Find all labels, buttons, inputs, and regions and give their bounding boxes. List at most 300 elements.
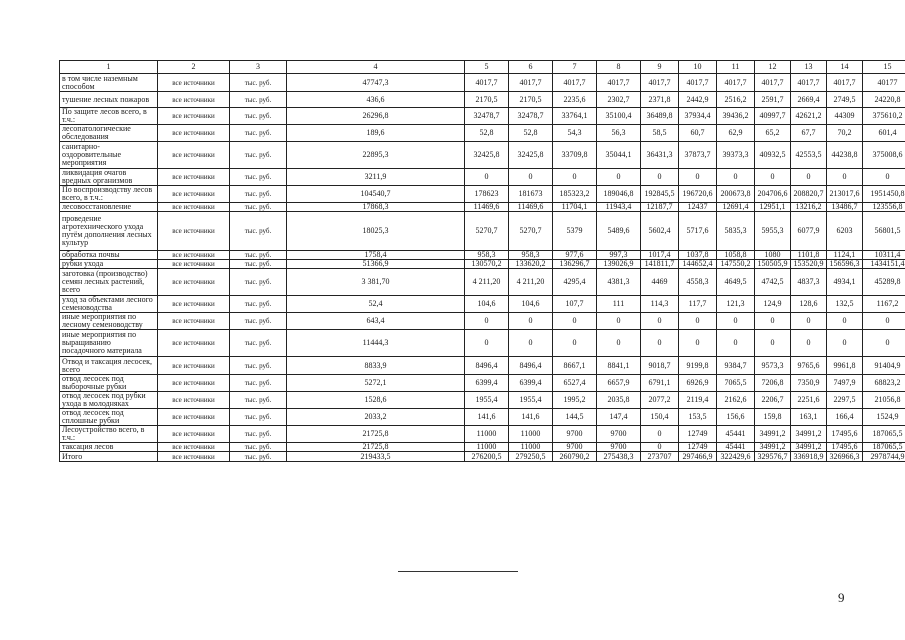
row-label: заготовка (производство) семян лесных растений, всего [60, 269, 158, 296]
header-cell: 4 [287, 61, 465, 74]
value-cell: 3211,9 [287, 169, 465, 186]
value-cell: 91404,9 [863, 357, 905, 375]
value-cell: 54,3 [553, 125, 597, 142]
value-cell: 4742,5 [755, 269, 791, 296]
row-source: все источники [158, 375, 230, 392]
header-cell: 3 [230, 61, 287, 74]
value-cell: 1951450,8 [863, 186, 905, 203]
value-cell: 0 [827, 169, 863, 186]
table-row [60, 92, 905, 108]
row-unit: тыс. руб. [230, 260, 287, 269]
value-cell: 1528,6 [287, 392, 465, 409]
value-cell: 124,9 [755, 296, 791, 313]
row-label: отвод лесосек под рубки ухода в молодняках [60, 392, 158, 409]
value-cell: 178623 [465, 186, 509, 203]
header-cell: 6 [509, 61, 553, 74]
row-unit: тыс. руб. [230, 169, 287, 186]
value-cell: 643,4 [287, 313, 465, 330]
value-cell: 2591,7 [755, 92, 791, 108]
value-cell: 163,1 [791, 409, 827, 426]
row-unit: тыс. руб. [230, 443, 287, 452]
value-cell: 4649,5 [717, 269, 755, 296]
header-cell: 2 [158, 61, 230, 74]
value-cell: 0 [597, 330, 641, 357]
value-cell: 4017,7 [465, 74, 509, 92]
value-cell: 329576,7 [755, 452, 791, 462]
row-unit: тыс. руб. [230, 186, 287, 203]
value-cell: 8496,4 [465, 357, 509, 375]
row-unit: тыс. руб. [230, 452, 287, 462]
row-label: проведение агротехнического ухода путём дополнения лесных культур [60, 212, 158, 251]
value-cell: 40997,7 [755, 108, 791, 125]
value-cell: 0 [679, 313, 717, 330]
value-cell: 260790,2 [553, 452, 597, 462]
table-row [60, 375, 905, 392]
value-cell: 189,6 [287, 125, 465, 142]
value-cell: 0 [465, 313, 509, 330]
value-cell: 1037,8 [679, 251, 717, 260]
row-source: все источники [158, 142, 230, 169]
value-cell: 56801,5 [863, 212, 905, 251]
value-cell: 12691,4 [717, 203, 755, 212]
value-cell: 8841,1 [597, 357, 641, 375]
value-cell: 36489,8 [641, 108, 679, 125]
value-cell: 45441 [717, 443, 755, 452]
value-cell: 40932,5 [755, 142, 791, 169]
value-cell: 141811,7 [641, 260, 679, 269]
row-source: все источники [158, 108, 230, 125]
header-cell: 7 [553, 61, 597, 74]
value-cell: 121,3 [717, 296, 755, 313]
value-cell: 273707 [641, 452, 679, 462]
value-cell: 189046,8 [597, 186, 641, 203]
value-cell: 9700 [553, 443, 597, 452]
value-cell: 52,4 [287, 296, 465, 313]
value-cell: 7065,5 [717, 375, 755, 392]
value-cell: 111 [597, 296, 641, 313]
value-cell: 6399,4 [465, 375, 509, 392]
value-cell: 204706,6 [755, 186, 791, 203]
value-cell: 9384,7 [717, 357, 755, 375]
value-cell: 0 [509, 169, 553, 186]
table-row [60, 269, 905, 296]
value-cell: 1080 [755, 251, 791, 260]
value-cell: 2251,6 [791, 392, 827, 409]
value-cell: 67,7 [791, 125, 827, 142]
value-cell: 2978744,9 [863, 452, 905, 462]
value-cell: 0 [679, 330, 717, 357]
value-cell: 150505,9 [755, 260, 791, 269]
table-row [60, 203, 905, 212]
value-cell: 40177 [863, 74, 905, 92]
value-cell: 33709,8 [553, 142, 597, 169]
value-cell: 0 [827, 313, 863, 330]
value-cell: 11000 [509, 443, 553, 452]
value-cell: 39373,3 [717, 142, 755, 169]
value-cell: 144652,4 [679, 260, 717, 269]
value-cell: 13216,2 [791, 203, 827, 212]
value-cell: 4017,7 [827, 74, 863, 92]
value-cell: 2235,6 [553, 92, 597, 108]
value-cell: 375610,2 [863, 108, 905, 125]
value-cell: 6203 [827, 212, 863, 251]
value-cell: 11000 [465, 426, 509, 443]
value-cell: 11469,6 [509, 203, 553, 212]
table-row [60, 142, 905, 169]
value-cell: 9700 [597, 426, 641, 443]
table-row [60, 74, 905, 92]
value-cell: 1758,4 [287, 251, 465, 260]
value-cell: 0 [863, 169, 905, 186]
value-cell: 65,2 [755, 125, 791, 142]
value-cell: 39436,2 [717, 108, 755, 125]
header-cell: 9 [641, 61, 679, 74]
value-cell: 2297,5 [827, 392, 863, 409]
row-source: все источники [158, 426, 230, 443]
value-cell: 2170,5 [509, 92, 553, 108]
table-row [60, 426, 905, 443]
header-cell: 11 [717, 61, 755, 74]
value-cell: 34991,2 [755, 443, 791, 452]
value-cell: 0 [641, 443, 679, 452]
value-cell: 0 [791, 169, 827, 186]
value-cell: 0 [863, 313, 905, 330]
value-cell: 44309 [827, 108, 863, 125]
row-label: Лесоустройство всего, в т.ч.: [60, 426, 158, 443]
value-cell: 104,6 [509, 296, 553, 313]
row-unit: тыс. руб. [230, 269, 287, 296]
value-cell: 5835,3 [717, 212, 755, 251]
header-cell: 12 [755, 61, 791, 74]
row-source: все источники [158, 74, 230, 92]
value-cell: 200673,8 [717, 186, 755, 203]
value-cell: 1167,2 [863, 296, 905, 313]
header-cell: 15 [863, 61, 905, 74]
value-cell: 1058,8 [717, 251, 755, 260]
value-cell: 42553,5 [791, 142, 827, 169]
value-cell: 37873,7 [679, 142, 717, 169]
row-unit: тыс. руб. [230, 392, 287, 409]
value-cell: 42621,2 [791, 108, 827, 125]
value-cell: 208820,7 [791, 186, 827, 203]
value-cell: 4017,7 [553, 74, 597, 92]
value-cell: 187065,5 [863, 426, 905, 443]
value-cell: 997,3 [597, 251, 641, 260]
value-cell: 7497,9 [827, 375, 863, 392]
table-row [60, 186, 905, 203]
row-label: лесовосстановление [60, 203, 158, 212]
row-label: Отвод и таксация лесосек, всего [60, 357, 158, 375]
value-cell: 22895,3 [287, 142, 465, 169]
table-row [60, 296, 905, 313]
row-unit: тыс. руб. [230, 330, 287, 357]
row-source: все источники [158, 260, 230, 269]
row-source: все источники [158, 169, 230, 186]
row-unit: тыс. руб. [230, 313, 287, 330]
value-cell: 32478,7 [509, 108, 553, 125]
row-label: в том числе наземным способом [60, 74, 158, 92]
table-row [60, 409, 905, 426]
value-cell: 44238,8 [827, 142, 863, 169]
row-unit: тыс. руб. [230, 92, 287, 108]
row-unit: тыс. руб. [230, 409, 287, 426]
row-unit: тыс. руб. [230, 375, 287, 392]
row-source: все источники [158, 330, 230, 357]
value-cell: 0 [641, 169, 679, 186]
value-cell: 136296,7 [553, 260, 597, 269]
row-source: все источники [158, 313, 230, 330]
value-cell: 12951,1 [755, 203, 791, 212]
value-cell: 436,6 [287, 92, 465, 108]
row-unit: тыс. руб. [230, 142, 287, 169]
value-cell: 153520,9 [791, 260, 827, 269]
separator-line [398, 571, 518, 572]
value-cell: 2170,5 [465, 92, 509, 108]
value-cell: 9765,6 [791, 357, 827, 375]
value-cell: 1434151,4 [863, 260, 905, 269]
value-cell: 5955,3 [755, 212, 791, 251]
value-cell: 297466,9 [679, 452, 717, 462]
value-cell: 0 [755, 313, 791, 330]
value-cell: 51366,9 [287, 260, 465, 269]
value-cell: 0 [791, 330, 827, 357]
value-cell: 0 [755, 169, 791, 186]
value-cell: 156596,3 [827, 260, 863, 269]
value-cell: 9018,7 [641, 357, 679, 375]
value-cell: 32478,7 [465, 108, 509, 125]
value-cell: 4295,4 [553, 269, 597, 296]
value-cell: 45441 [717, 426, 755, 443]
value-cell: 141,6 [509, 409, 553, 426]
value-cell: 130570,2 [465, 260, 509, 269]
value-cell: 7206,8 [755, 375, 791, 392]
value-cell: 276200,5 [465, 452, 509, 462]
value-cell: 156,6 [717, 409, 755, 426]
value-cell: 6791,1 [641, 375, 679, 392]
value-cell: 2119,4 [679, 392, 717, 409]
value-cell: 196720,6 [679, 186, 717, 203]
value-cell: 6077,9 [791, 212, 827, 251]
value-cell: 213017,6 [827, 186, 863, 203]
value-cell: 0 [553, 330, 597, 357]
table-row [60, 212, 905, 251]
value-cell: 17495,6 [827, 426, 863, 443]
value-cell: 1955,4 [509, 392, 553, 409]
row-source: все источники [158, 186, 230, 203]
value-cell: 0 [827, 330, 863, 357]
value-cell: 9573,3 [755, 357, 791, 375]
value-cell: 35100,4 [597, 108, 641, 125]
row-source: все источники [158, 269, 230, 296]
value-cell: 6926,9 [679, 375, 717, 392]
value-cell: 326966,3 [827, 452, 863, 462]
value-cell: 123556,8 [863, 203, 905, 212]
table-row [60, 443, 905, 452]
value-cell: 0 [755, 330, 791, 357]
value-cell: 32425,8 [509, 142, 553, 169]
value-cell: 4017,7 [597, 74, 641, 92]
row-source: все источники [158, 357, 230, 375]
value-cell: 181673 [509, 186, 553, 203]
value-cell: 2033,2 [287, 409, 465, 426]
value-cell: 2206,7 [755, 392, 791, 409]
value-cell: 147,4 [597, 409, 641, 426]
value-cell: 4017,7 [755, 74, 791, 92]
value-cell: 10311,4 [863, 251, 905, 260]
header-cell: 5 [465, 61, 509, 74]
row-label: рубки ухода [60, 260, 158, 269]
value-cell: 52,8 [509, 125, 553, 142]
value-cell: 24220,8 [863, 92, 905, 108]
value-cell: 33764,1 [553, 108, 597, 125]
value-cell: 977,6 [553, 251, 597, 260]
value-cell: 150,4 [641, 409, 679, 426]
value-cell: 0 [553, 313, 597, 330]
value-cell: 4017,7 [791, 74, 827, 92]
value-cell: 8496,4 [509, 357, 553, 375]
value-cell: 0 [791, 313, 827, 330]
value-cell: 0 [641, 330, 679, 357]
row-source: все источники [158, 409, 230, 426]
table-row [60, 392, 905, 409]
value-cell: 0 [863, 330, 905, 357]
value-cell: 0 [717, 169, 755, 186]
value-cell: 5270,7 [465, 212, 509, 251]
row-unit: тыс. руб. [230, 251, 287, 260]
value-cell: 4017,7 [679, 74, 717, 92]
value-cell: 2302,7 [597, 92, 641, 108]
row-unit: тыс. руб. [230, 426, 287, 443]
table-row [60, 260, 905, 269]
table-row [60, 125, 905, 142]
header-cell: 1 [60, 61, 158, 74]
header-cell: 14 [827, 61, 863, 74]
value-cell: 45289,8 [863, 269, 905, 296]
row-label: Итого [60, 452, 158, 462]
value-cell: 34991,2 [791, 443, 827, 452]
value-cell: 219433,5 [287, 452, 465, 462]
value-cell: 132,5 [827, 296, 863, 313]
row-unit: тыс. руб. [230, 203, 287, 212]
value-cell: 12437 [679, 203, 717, 212]
value-cell: 4017,7 [509, 74, 553, 92]
value-cell: 133620,2 [509, 260, 553, 269]
value-cell: 35044,1 [597, 142, 641, 169]
budget-table [59, 60, 905, 462]
row-label: уход за объектами лесного семеноводства [60, 296, 158, 313]
value-cell: 12749 [679, 443, 717, 452]
value-cell: 4837,3 [791, 269, 827, 296]
value-cell: 144,5 [553, 409, 597, 426]
row-label: По защите лесов всего, в т.ч.: [60, 108, 158, 125]
value-cell: 2442,9 [679, 92, 717, 108]
header-cell: 8 [597, 61, 641, 74]
row-label: санитарно-оздоровительные мероприятия [60, 142, 158, 169]
value-cell: 1124,1 [827, 251, 863, 260]
value-cell: 21725,8 [287, 443, 465, 452]
value-cell: 4469 [641, 269, 679, 296]
value-cell: 2669,4 [791, 92, 827, 108]
value-cell: 0 [553, 169, 597, 186]
row-source: все источники [158, 212, 230, 251]
value-cell: 4558,3 [679, 269, 717, 296]
table-row [60, 330, 905, 357]
value-cell: 58,5 [641, 125, 679, 142]
row-label: иные мероприятия по лесному семеноводству [60, 313, 158, 330]
value-cell: 5272,1 [287, 375, 465, 392]
value-cell: 2371,8 [641, 92, 679, 108]
row-label: обработка почвы [60, 251, 158, 260]
value-cell: 5602,4 [641, 212, 679, 251]
value-cell: 11469,6 [465, 203, 509, 212]
value-cell: 0 [509, 330, 553, 357]
row-source: все источники [158, 452, 230, 462]
value-cell: 141,6 [465, 409, 509, 426]
row-label: таксация лесов [60, 443, 158, 452]
row-source: все источники [158, 392, 230, 409]
value-cell: 21725,8 [287, 426, 465, 443]
value-cell: 9700 [597, 443, 641, 452]
page-number: 9 [838, 590, 845, 605]
value-cell: 52,8 [465, 125, 509, 142]
value-cell: 2162,6 [717, 392, 755, 409]
value-cell: 117,7 [679, 296, 717, 313]
table-row [60, 357, 905, 375]
value-cell: 0 [597, 169, 641, 186]
value-cell: 104540,7 [287, 186, 465, 203]
row-label: отвод лесосек под выборочные рубки [60, 375, 158, 392]
value-cell: 0 [717, 330, 755, 357]
value-cell: 336918,9 [791, 452, 827, 462]
value-cell: 17868,3 [287, 203, 465, 212]
value-cell: 9700 [553, 426, 597, 443]
value-cell: 1524,9 [863, 409, 905, 426]
header-row [60, 61, 905, 74]
value-cell: 166,4 [827, 409, 863, 426]
value-cell: 601,4 [863, 125, 905, 142]
value-cell: 6399,4 [509, 375, 553, 392]
value-cell: 62,9 [717, 125, 755, 142]
value-cell: 2077,2 [641, 392, 679, 409]
row-source: все источники [158, 203, 230, 212]
value-cell: 275438,3 [597, 452, 641, 462]
value-cell: 2035,8 [597, 392, 641, 409]
row-unit: тыс. руб. [230, 357, 287, 375]
header-cell: 10 [679, 61, 717, 74]
value-cell: 4381,3 [597, 269, 641, 296]
value-cell: 5270,7 [509, 212, 553, 251]
value-cell: 1995,2 [553, 392, 597, 409]
value-cell: 11943,4 [597, 203, 641, 212]
row-source: все источники [158, 251, 230, 260]
value-cell: 0 [717, 313, 755, 330]
value-cell: 279250,5 [509, 452, 553, 462]
value-cell: 9199,8 [679, 357, 717, 375]
row-label: отвод лесосек под сплошные рубки [60, 409, 158, 426]
value-cell: 7350,9 [791, 375, 827, 392]
table-row [60, 313, 905, 330]
value-cell: 8833,9 [287, 357, 465, 375]
value-cell: 375008,6 [863, 142, 905, 169]
value-cell: 4 211,20 [509, 269, 553, 296]
row-unit: тыс. руб. [230, 212, 287, 251]
value-cell: 3 381,70 [287, 269, 465, 296]
value-cell: 139026,9 [597, 260, 641, 269]
value-cell: 0 [465, 169, 509, 186]
row-label: По воспроизводству лесов всего, в т.ч.: [60, 186, 158, 203]
value-cell: 56,3 [597, 125, 641, 142]
value-cell: 104,6 [465, 296, 509, 313]
